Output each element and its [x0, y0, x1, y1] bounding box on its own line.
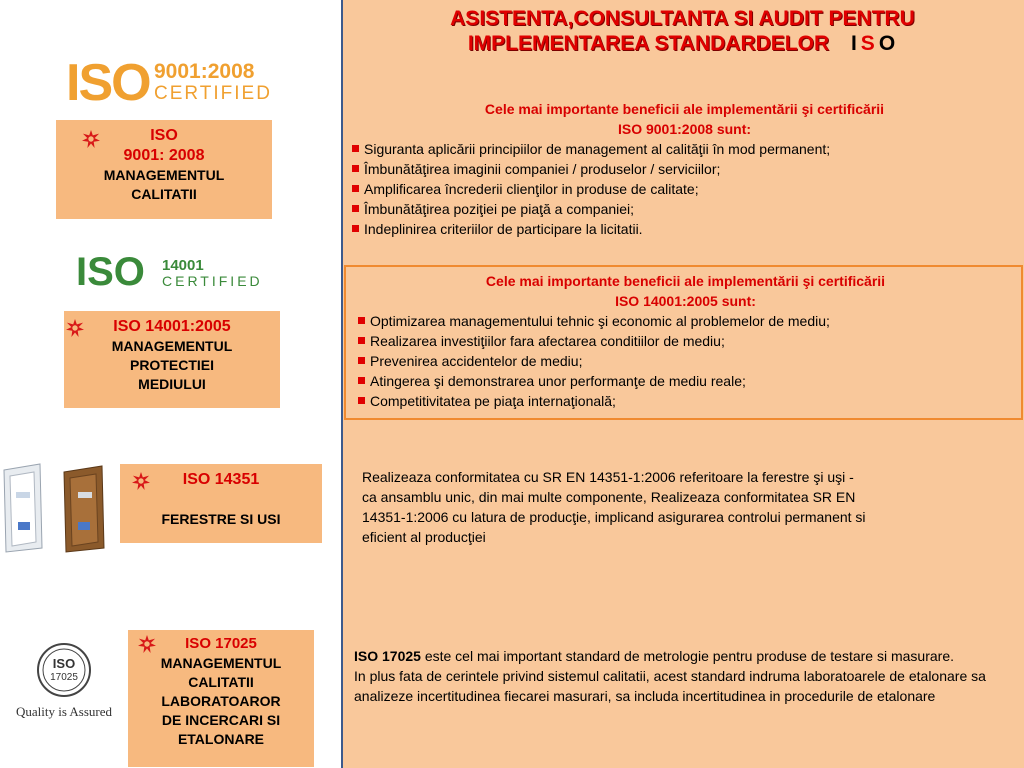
list-item: Atingerea şi demonstrarea unor performanţe de mediu reale; [358, 371, 1013, 391]
list-item: Siguranta aplicării principiilor de management al calităţii în mod permanent; [352, 139, 1017, 159]
list-item: Amplificarea încrederii clienţilor in produse de calitate; [352, 179, 1017, 199]
title-iso-letters: I S O [850, 32, 896, 55]
title-line2: IMPLEMENTAREA STANDARDELOR I S O [467, 32, 896, 55]
white-window-profile-icon [4, 464, 42, 552]
brown-window-profile-icon [64, 466, 104, 552]
list-item: Prevenirea accidentelor de mediu; [358, 351, 1013, 371]
list-item: Optimizarea managementului tehnic şi economic al problemelor de mediu; [358, 311, 1013, 331]
iso14001-benefits [344, 265, 1023, 420]
list-item: Realizarea investiţiilor fara afectarea conditiilor de mediu; [358, 331, 1013, 351]
list-item: Competitivitatea pe piaţa internaţională; [358, 391, 1013, 411]
iso9001-heading1: Cele mai importante beneficii ale implementării şi certificării [484, 101, 885, 117]
window-profile-images [0, 462, 112, 554]
iso14001-list [358, 311, 1013, 411]
iso9001-benefits [352, 99, 1017, 239]
iso14351-box: ISO 14351 FERESTRE SI USI [120, 464, 322, 543]
list-item: Îmbunătăţirea imaginii companiei / produselor / serviciilor; [352, 159, 1017, 179]
iso14351-description: Realizeaza conformitatea cu SR EN 14351-1:2006 referitoare la ferestre şi uşi - ca ansamblu unic, din mai multe componente, Realizeaza conformitatea SR EN 14351-1:2006 cu latura de producţie, implicand asigurarea controlui permanent si eficient al producţiei [362, 469, 866, 545]
iso14001-box: ISO 14001:2005 MANAGEMENTUL PROTECTIEI MEDIULUI [64, 311, 280, 408]
red-star-icon [132, 472, 150, 490]
iso17025-bold: ISO 17025 [354, 648, 421, 664]
iso17025-box: ISO 17025 MANAGEMENTUL CALITATII LABORATOAROR DE INCERCARI SI ETALONARE [128, 630, 314, 767]
iso14001-heading2: ISO 14001:2005 sunt: [615, 293, 756, 309]
iso17025-description: ISO 17025 este cel mai important standard de metrologie pentru produse de testare si masurare. In plus fata de cerintele privind sistemul calitatii, acest standard indruma laboratoarele de etalonare sa analizeze incertitudinea fiecarei masurari, sa includa incertitudinea in procedurile de etalonare [354, 648, 986, 704]
title-line1: ASISTENTA,CONSULTANTA SI AUDIT PENTRU [450, 7, 915, 30]
iso17025-quality-seal: ISO 17025 Quality is Assured [8, 642, 120, 722]
iso9001-box: ISO 9001: 2008 MANAGEMENTUL CALITATII [56, 120, 272, 219]
iso9001-heading2: ISO 9001:2008 sunt: [617, 121, 752, 137]
red-star-icon [66, 319, 84, 337]
red-star-icon [138, 635, 156, 653]
iso9001-certified-logo: ISO 9001:2008 CERTIFIED [66, 54, 272, 112]
iso9001-list [352, 139, 1017, 239]
red-star-icon [82, 130, 100, 148]
list-item: Indeplinirea criteriilor de participare la licitatii. [352, 219, 1017, 239]
page-title [345, 6, 1020, 56]
iso14001-heading1: Cele mai importante beneficii ale implementării şi certificării [485, 273, 886, 289]
iso14001-certified-logo: ISO 14001 CERTIFIED [76, 250, 263, 294]
list-item: Îmbunătăţirea poziţiei pe piaţă a companiei; [352, 199, 1017, 219]
